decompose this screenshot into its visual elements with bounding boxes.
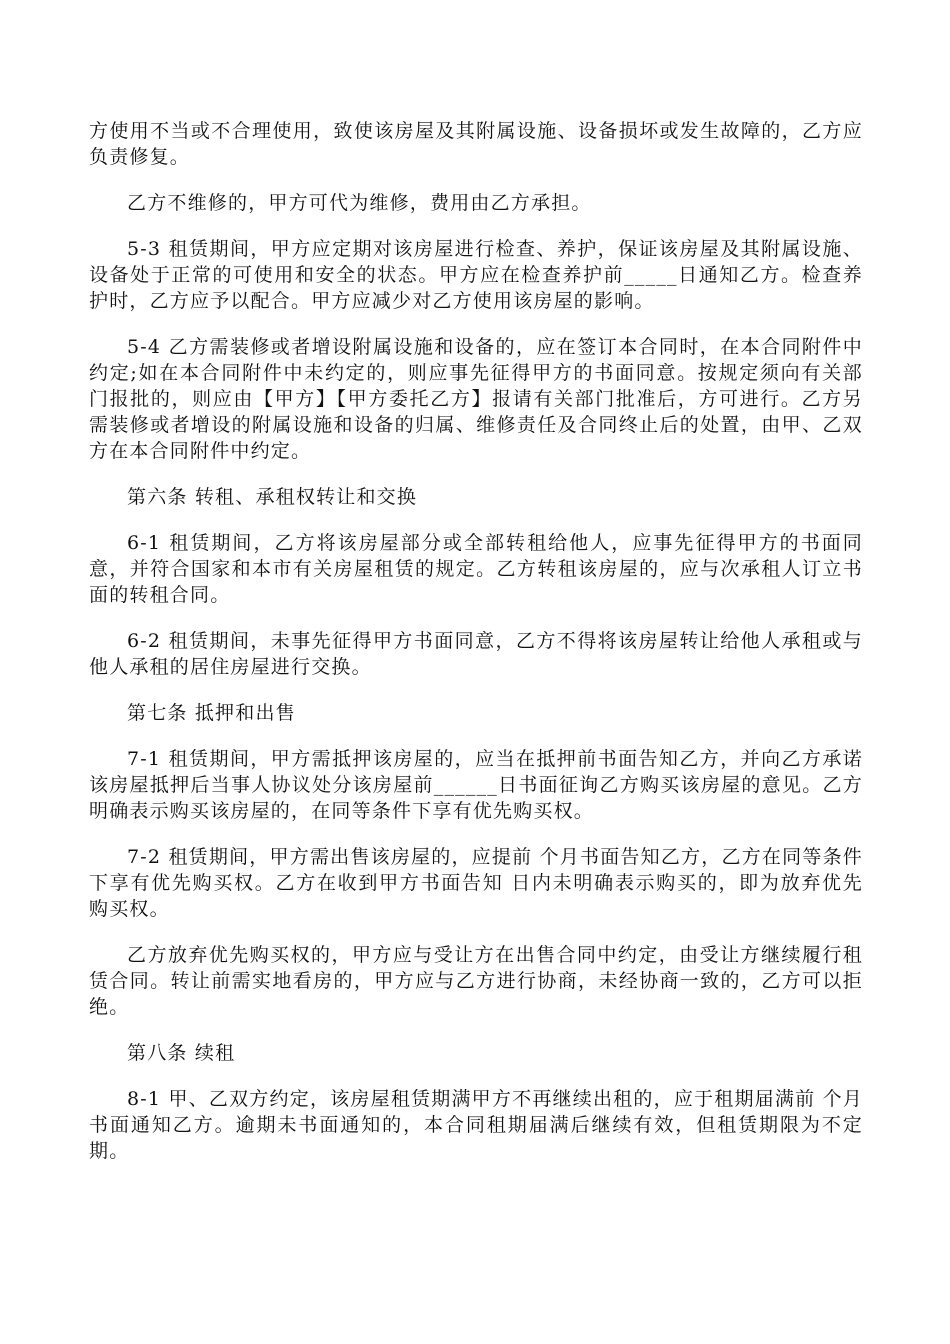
heading-article-8: 第八条 续租 <box>127 1042 236 1064</box>
paragraph-substitute-repair: 乙方不维修的，甲方可代为维修，费用由乙方承担。 <box>127 192 592 214</box>
paragraph-repair-responsibility: 方使用不当或不合理使用，致使该房屋及其附属设施、设备损坏或发生故障的，乙方应负责修复。 <box>89 120 863 168</box>
paragraph-clause-6-1: 6-1 租赁期间，乙方将该房屋部分或全部转租给他人，应事先征得甲方的书面同意，并符合国家和本市有关房屋租赁的规定。乙方转租该房屋的，应与次承租人订立书面的转租合同。 <box>89 532 863 606</box>
paragraph-clause-6-2: 6-2 租赁期间，未事先征得甲方书面同意，乙方不得将该房屋转让给他人承租或与他人承租的居住房屋进行交换。 <box>89 630 863 678</box>
paragraph-clause-8-1: 8-1 甲、乙双方约定，该房屋租赁期满甲方不再继续出租的，应于租期届满前 个月书面通知乙方。逾期未书面通知的，本合同租期届满后继续有效，但租赁期限为不定期。 <box>89 1088 863 1162</box>
paragraph-clause-7-1: 7-1 租赁期间，甲方需抵押该房屋的，应当在抵押前书面告知乙方，并向乙方承诺该房屋抵押后当事人协议处分该房屋前______日书面征询乙方购买该房屋的意见。乙方明确表示购买该房屋的，在同等条件下享有优先购买权。 <box>89 748 863 822</box>
heading-article-7: 第七条 抵押和出售 <box>127 702 296 724</box>
paragraph-waiver-of-preemption: 乙方放弃优先购买权的，甲方应与受让方在出售合同中约定，由受让方继续履行租赁合同。转让前需实地看房的，甲方应与乙方进行协商，未经协商一致的，乙方可以拒绝。 <box>89 944 863 1018</box>
heading-article-6: 第六条 转租、承租权转让和交换 <box>127 486 418 508</box>
document-page <box>89 118 863 1184</box>
paragraph-clause-7-2: 7-2 租赁期间，甲方需出售该房屋的，应提前 个月书面告知乙方，乙方在同等条件下享有优先购买权。乙方在收到甲方书面告知 日内未明确表示购买的，即为放弃优先购买权。 <box>89 846 863 920</box>
paragraph-clause-5-4: 5-4 乙方需装修或者增设附属设施和设备的，应在签订本合同时，在本合同附件中约定;如在本合同附件中未约定的，则应事先征得甲方的书面同意。按规定须向有关部门报批的，则应由【甲方】【甲方委托乙方】报请有关部门批准后，方可进行。乙方另需装修或者增设的附属设施和设备的归属、维修责任及合同终止后的处置，由甲、乙双方在本合同附件中约定。 <box>89 336 863 462</box>
paragraph-clause-5-3: 5-3 租赁期间，甲方应定期对该房屋进行检查、养护，保证该房屋及其附属设施、设备处于正常的可使用和安全的状态。甲方应在检查养护前_____日通知乙方。检查养护时，乙方应予以配合。甲方应减少对乙方使用该房屋的影响。 <box>89 238 863 312</box>
